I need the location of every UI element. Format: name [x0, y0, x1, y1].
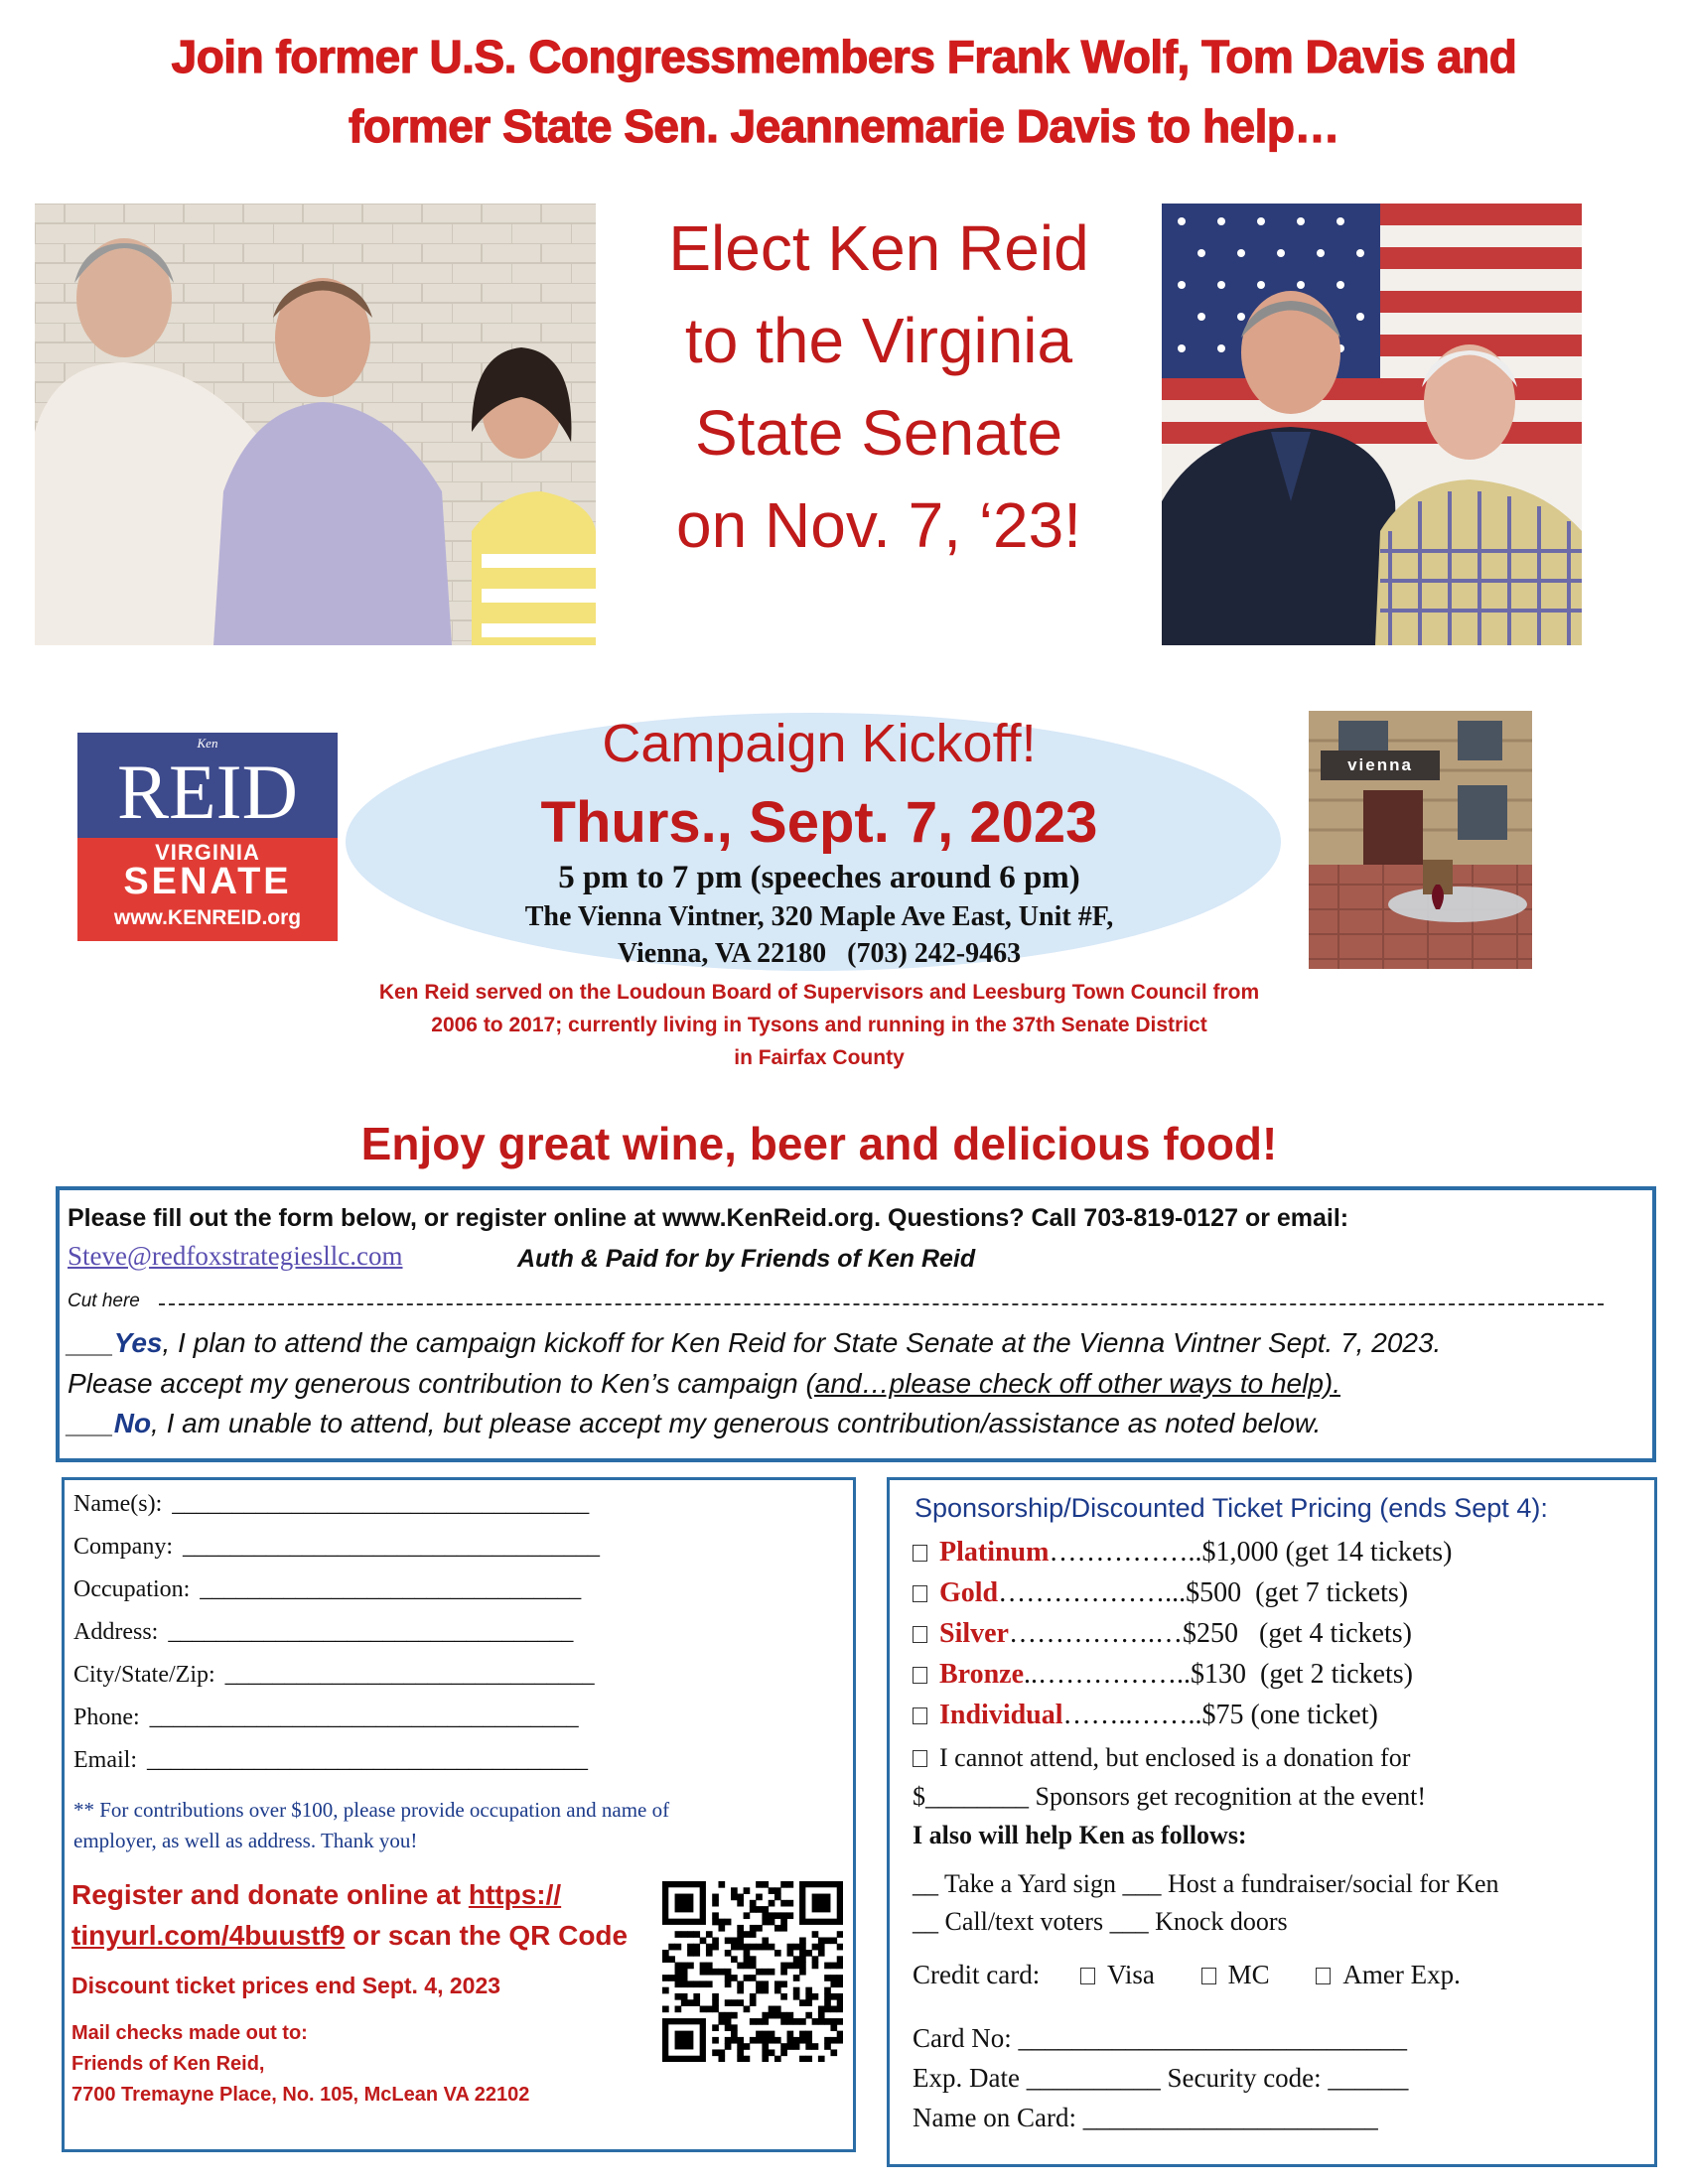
- form-field-blank[interactable]: _____________________________________: [146, 1747, 588, 1773]
- tier-checkbox[interactable]: [913, 1626, 927, 1643]
- tier-dots: ……………..: [1049, 1537, 1202, 1568]
- sponsorship-title: Sponsorship/Discounted Ticket Pricing (ends Sept 4):: [914, 1493, 1548, 1523]
- form-field-row[interactable]: [73, 1697, 600, 1739]
- form-field-row[interactable]: [73, 1611, 600, 1654]
- form-field-blank[interactable]: ___________________________________: [183, 1534, 600, 1560]
- tier-price: $75 (one ticket): [1201, 1700, 1378, 1730]
- sponsorship-tier-row: [913, 1695, 1452, 1735]
- expiration-security-field[interactable]: Exp. Date __________ Security code: ______: [913, 2063, 1409, 2093]
- sponsorship-tier-row: [913, 1613, 1452, 1654]
- help-line-1: __ Take a Yard sign ___ Host a fundraiser/social for Ken: [913, 1869, 1499, 1898]
- tier-price: $1,000 (get 14 tickets): [1201, 1537, 1453, 1568]
- qr-code[interactable]: [662, 1881, 843, 2062]
- form-field-label: Phone:: [73, 1705, 140, 1730]
- online-register: [71, 1874, 628, 1956]
- mc-label: MC: [1227, 1960, 1270, 1989]
- form-field-row[interactable]: [73, 1654, 600, 1697]
- bio-line-3: in Fairfax County: [734, 1046, 905, 1069]
- paid-for-disclaimer: Auth & Paid for by Friends of Ken Reid: [517, 1245, 976, 1273]
- form-field-blank[interactable]: _______________________________: [224, 1662, 595, 1688]
- no-option[interactable]: [68, 1408, 1321, 1439]
- form-field-label: City/State/Zip:: [73, 1662, 215, 1688]
- mail-line-2: Friends of Ken Reid,: [71, 2053, 265, 2075]
- donate-line-2: $________ Sponsors get recognition at the event!: [913, 1782, 1427, 1811]
- accept-contribution: [68, 1368, 1340, 1400]
- sponsorship-tier-row: [913, 1654, 1452, 1695]
- elect-slogan: [616, 203, 1142, 572]
- card-number-field[interactable]: Card No: _____________________________: [913, 2023, 1407, 2053]
- tier-price: $500 (get 7 tickets): [1186, 1577, 1409, 1608]
- no-text: , I am unable to attend, but please accept my generous contribution/assistance as noted below.: [151, 1408, 1322, 1438]
- name-on-card-field[interactable]: Name on Card: ______________________: [913, 2103, 1378, 2132]
- logo-name: REID: [117, 749, 298, 835]
- form-field-blank[interactable]: ________________________________: [200, 1576, 582, 1602]
- elect-line-1: Elect Ken Reid: [668, 212, 1089, 284]
- form-field-label: Email:: [73, 1747, 137, 1773]
- help-line-2: __ Call/text voters ___ Knock doors: [913, 1907, 1288, 1936]
- photo-reid-davis-group: [35, 204, 596, 645]
- tier-name: Gold: [939, 1577, 999, 1608]
- kickoff-title: Campaign Kickoff!: [602, 714, 1037, 773]
- mail-line-1: Mail checks made out to:: [71, 2022, 308, 2044]
- no-blank: ___: [68, 1408, 114, 1438]
- help-title: I also will help Ken as follows:: [913, 1821, 1247, 1849]
- elect-line-4: on Nov. 7, ‘23!: [676, 489, 1081, 561]
- sponsorship-tier-row: [913, 1572, 1452, 1613]
- tier-dots: ……..……..: [1062, 1700, 1202, 1730]
- discount-deadline: Discount ticket prices end Sept. 4, 2023: [71, 1973, 501, 1998]
- tier-price: $130 (get 2 tickets): [1191, 1659, 1413, 1690]
- yes-word: Yes: [113, 1327, 163, 1358]
- logo-state: VIRGINIA: [155, 840, 260, 865]
- accept-help-link: (and…please check off other ways to help).: [805, 1368, 1340, 1399]
- bio-line-2: 2006 to 2017; currently living in Tysons and running in the 37th Senate District: [431, 1014, 1207, 1036]
- form-field-row[interactable]: [73, 1739, 600, 1782]
- elect-line-3: State Senate: [694, 397, 1063, 469]
- logo-small-text: Ken: [197, 736, 218, 751]
- tinyurl-link-part-1[interactable]: https://: [468, 1879, 562, 1910]
- online-text-2: or scan the QR Code: [345, 1920, 629, 1951]
- donate-line-1: I cannot attend, but enclosed is a donation for: [939, 1743, 1411, 1772]
- cut-here-line: [68, 1291, 1607, 1312]
- sponsorship-tiers: [913, 1532, 1452, 1735]
- form-field-blank[interactable]: ____________________________________: [149, 1705, 579, 1730]
- form-field-label: Occupation:: [73, 1576, 191, 1602]
- tier-name: Individual: [939, 1700, 1063, 1730]
- mail-line-3: 7700 Tremayne Place, No. 105, McLean VA 22102: [71, 2084, 530, 2106]
- sponsorship-tier-row: [913, 1532, 1452, 1572]
- photo-vienna-vintner: [1309, 711, 1532, 969]
- contributor-fields: [73, 1483, 600, 1782]
- logo-url: www.KENREID.org: [113, 906, 302, 929]
- contact-email-link[interactable]: Steve@redfoxstrategiesllc.com: [68, 1241, 403, 1271]
- accept-text: Please accept my generous contribution to Ken’s campaign: [68, 1368, 806, 1399]
- tier-checkbox[interactable]: [913, 1545, 927, 1562]
- online-text-1: Register and donate online at: [71, 1879, 469, 1910]
- tier-price: $250 (get 4 tickets): [1183, 1618, 1412, 1649]
- bio-line-1: Ken Reid served on the Loudoun Board of Supervisors and Leesburg Town Council from: [378, 981, 1260, 1004]
- visa-checkbox[interactable]: [1080, 1968, 1095, 1984]
- donate-checkbox[interactable]: [913, 1750, 927, 1767]
- tier-dots: …………….…: [1009, 1618, 1183, 1649]
- tier-checkbox[interactable]: [913, 1585, 927, 1602]
- form-field-label: Address:: [73, 1619, 159, 1645]
- yes-blank: ___: [68, 1327, 114, 1358]
- yes-option[interactable]: [68, 1327, 1441, 1359]
- amex-checkbox[interactable]: [1316, 1968, 1331, 1984]
- headline-line-1: Join former U.S. Congressmembers Frank Wolf, Tom Davis and: [171, 31, 1517, 82]
- yes-text: , I plan to attend the campaign kickoff for Ken Reid for State Senate at the Vienna Vintner Sept. 7, 2023.: [162, 1327, 1442, 1358]
- tinyurl-link-part-2[interactable]: tinyurl.com/4buustf9: [71, 1920, 346, 1951]
- kickoff-venue-line-1: The Vienna Vintner, 320 Maple Ave East, Unit #F,: [524, 901, 1114, 932]
- tier-checkbox[interactable]: [913, 1707, 927, 1724]
- visa-label: Visa: [1106, 1960, 1155, 1989]
- note-line-2: employer, as well as address. Thank you!: [73, 1829, 418, 1852]
- photo-reid-wolf-flag: [1162, 204, 1582, 645]
- form-field-row[interactable]: [73, 1526, 600, 1569]
- candidate-bio: [0, 976, 1638, 1074]
- form-field-row[interactable]: [73, 1483, 600, 1526]
- help-options: [913, 1865, 1499, 1941]
- card-details: [913, 2018, 1408, 2137]
- credit-card-label: Credit card:: [913, 1960, 1041, 1989]
- tier-name: Bronze: [939, 1659, 1025, 1690]
- donation-option: [913, 1738, 1426, 1816]
- form-field-blank[interactable]: ___________________________________: [172, 1491, 590, 1517]
- mail-checks: [71, 2018, 529, 2111]
- elect-line-2: to the Virginia: [684, 305, 1073, 376]
- form-field-label: Name(s):: [73, 1491, 163, 1517]
- cut-here-label: Cut here: [68, 1291, 140, 1311]
- tier-dots: ..……………..: [1024, 1659, 1192, 1690]
- form-field-row[interactable]: [73, 1569, 600, 1611]
- mc-checkbox[interactable]: [1201, 1968, 1216, 1984]
- kickoff-date: Thurs., Sept. 7, 2023: [540, 790, 1098, 855]
- tier-name: Silver: [939, 1618, 1009, 1649]
- tier-dots: ………………...: [998, 1577, 1187, 1608]
- logo-office: SENATE: [123, 861, 292, 902]
- note-line-1: ** For contributions over $100, please provide occupation and name of: [73, 1798, 670, 1822]
- tier-name: Platinum: [939, 1537, 1050, 1568]
- venue-sign-text: vienna: [1347, 755, 1413, 774]
- headline-line-2: former State Sen. Jeannemarie Davis to help…: [348, 100, 1340, 152]
- kickoff-venue-line-2: Vienna, VA 22180 (703) 242-9463: [617, 938, 1022, 969]
- no-word: No: [113, 1408, 152, 1438]
- amex-label: Amer Exp.: [1342, 1960, 1461, 1989]
- form-field-blank[interactable]: __________________________________: [168, 1619, 574, 1645]
- register-instructions: Please fill out the form below, or register online at www.KenReid.org. Questions? Call 703-819-0127 or email:: [68, 1204, 1349, 1232]
- contribution-note: [73, 1795, 669, 1856]
- tier-checkbox[interactable]: [913, 1667, 927, 1684]
- credit-card-row: [913, 1960, 1461, 1990]
- kickoff-time: 5 pm to 7 pm (speeches around 6 pm): [558, 860, 1080, 895]
- form-field-label: Company:: [73, 1534, 173, 1560]
- enjoy-headline: Enjoy great wine, beer and delicious food!: [360, 1118, 1278, 1169]
